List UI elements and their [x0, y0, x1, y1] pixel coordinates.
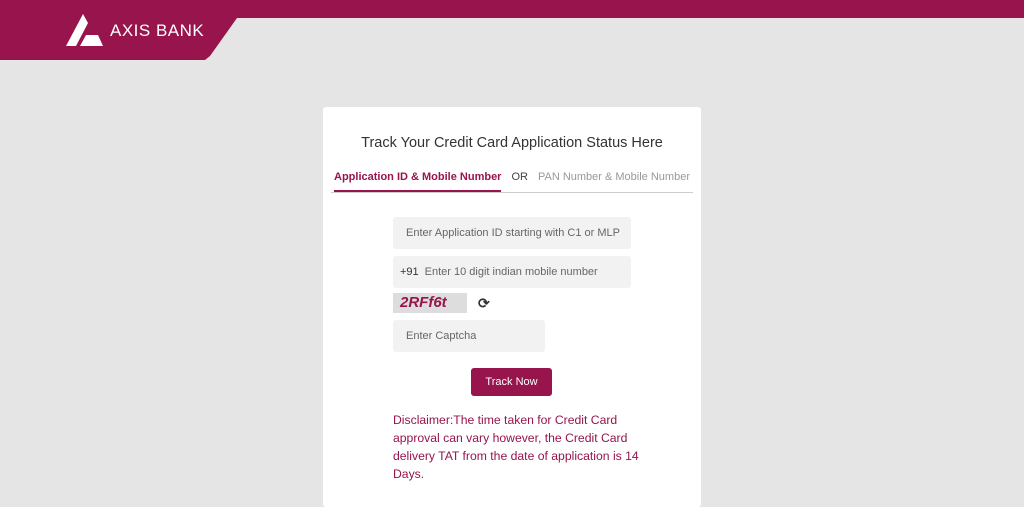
application-id-placeholder: Enter Application ID starting with C1 or MLP [406, 227, 620, 239]
mobile-number-input[interactable] [393, 256, 631, 288]
track-now-button[interactable]: Track Now [471, 368, 552, 396]
tab-separator: OR [511, 171, 528, 183]
application-id-input[interactable] [393, 217, 631, 249]
disclaimer-text: Disclaimer:The time taken for Credit Card approval can vary however, the Credit Card delivery TAT from the date of application is 14 Days. [393, 413, 639, 481]
refresh-captcha-icon[interactable]: ⟳ [478, 295, 490, 311]
axis-bank-logo[interactable] [66, 14, 204, 46]
axis-logo-icon [66, 14, 104, 46]
search-mode-tabs [331, 171, 693, 193]
tab-pan-number[interactable]: PAN Number & Mobile Number [537, 171, 690, 183]
track-status-card [323, 107, 701, 507]
captcha-image: 2RFf6t [393, 293, 467, 313]
tab-application-id[interactable]: Application ID & Mobile Number [334, 171, 501, 192]
country-code: +91 [400, 266, 419, 278]
page-title: Track Your Credit Card Application Status Here [361, 135, 663, 151]
captcha-placeholder: Enter Captcha [406, 330, 477, 342]
captcha-input[interactable] [393, 320, 545, 352]
mobile-placeholder: Enter 10 digit indian mobile number [424, 266, 598, 278]
brand-name: AXIS BANK [110, 21, 205, 40]
